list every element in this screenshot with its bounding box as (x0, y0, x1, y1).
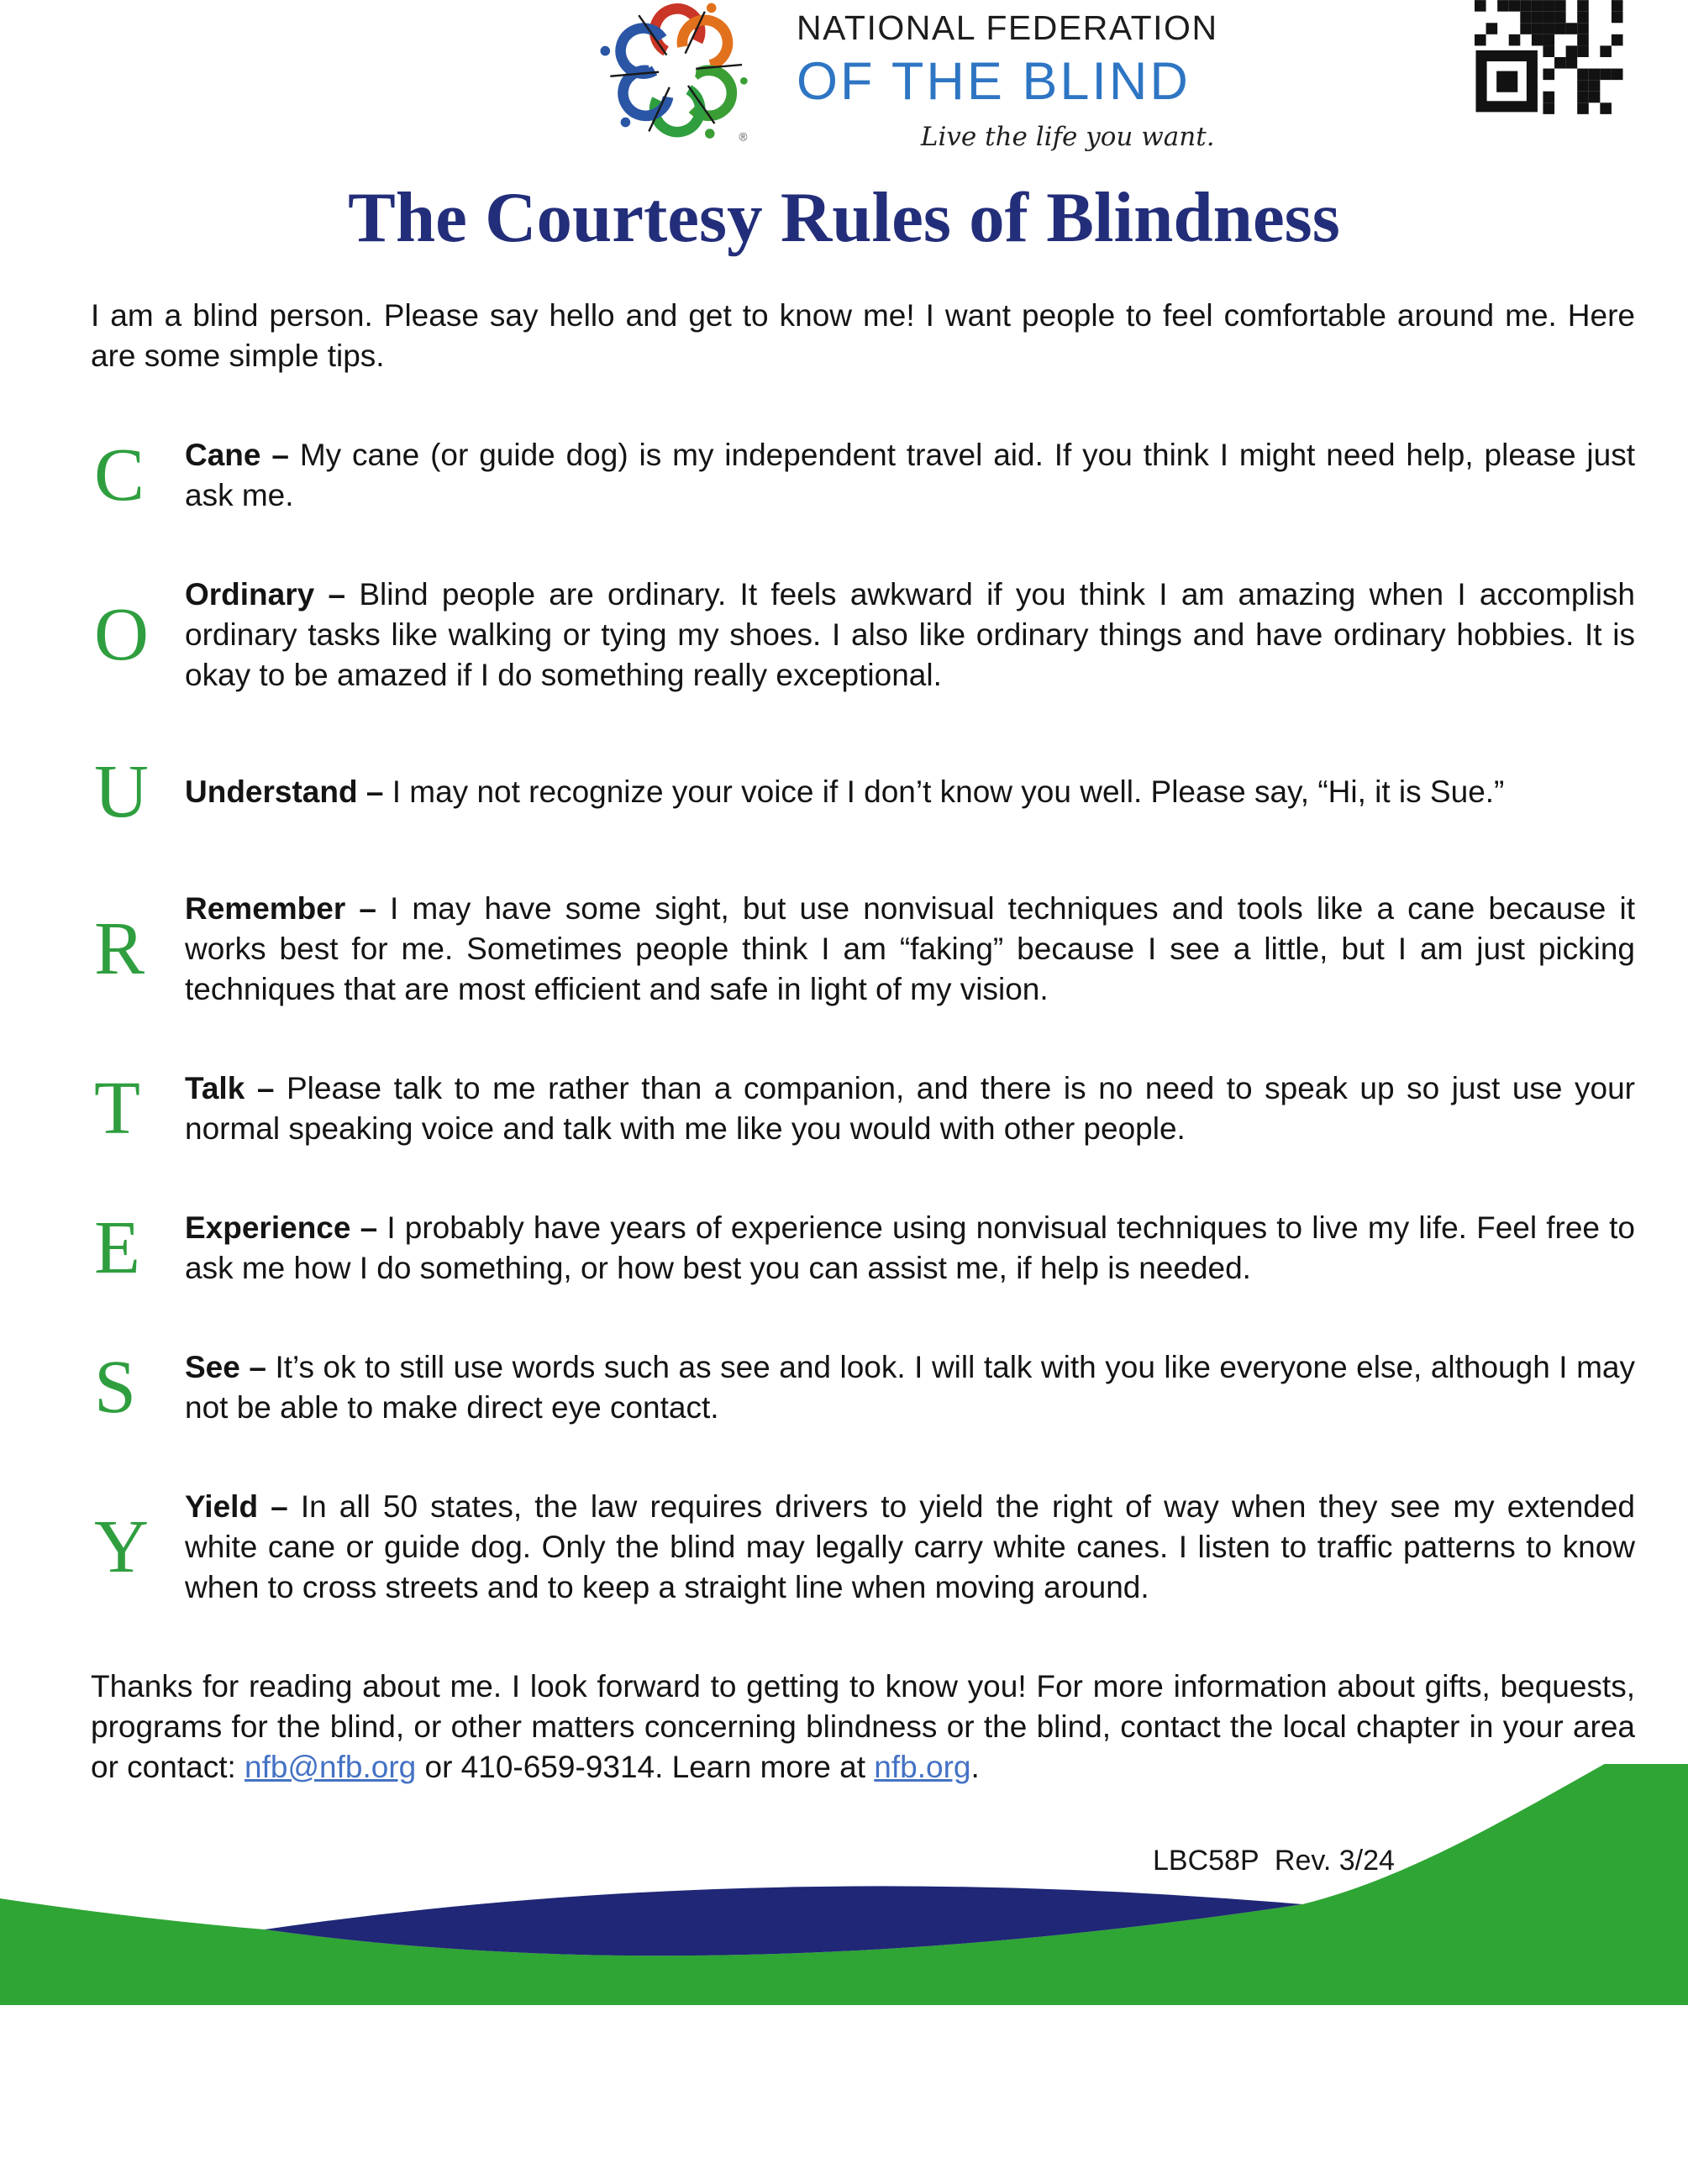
document-code: LBC58P Rev. 3/24 (1153, 1845, 1395, 1877)
drop-letter-o: O (94, 593, 149, 676)
rule-row-remember (91, 889, 1635, 1010)
rule-text-remember (185, 889, 1635, 1010)
rule-row-see (91, 1347, 1635, 1428)
rule-row-cane (91, 435, 1635, 516)
qr-code (1475, 0, 1623, 115)
rule-word-see: See – (185, 1350, 266, 1384)
org-name-line1: NATIONAL FEDERATION (797, 8, 1218, 47)
rule-word-remember: Remember – (185, 891, 376, 926)
header (588, 0, 1218, 153)
drop-letter-s: S (94, 1346, 137, 1429)
rule-body-understand: I may not recognize your voice if I don’t know you well. Please say, “Hi, it is Sue.” (392, 774, 1505, 809)
rule-text-see (185, 1347, 1635, 1428)
rule-word-yield: Yield – (185, 1489, 288, 1524)
rule-body-yield: In all 50 states, the law requires drivers to yield the right of way when they see my extended white cane or guide dog. Only the blind may legally carry white canes. I listen to traffic patterns to know when to cross streets and to keep a straight line when moving around. (185, 1489, 1636, 1604)
rule-word-cane: Cane – (185, 438, 289, 472)
rule-body-talk: Please talk to me rather than a companion, and there is no need to speak up so just use your normal speaking voice and talk with me like you would with other people. (185, 1071, 1636, 1146)
rule-row-experience (91, 1208, 1635, 1289)
rule-text-experience (185, 1208, 1635, 1289)
rule-word-talk: Talk – (185, 1071, 275, 1105)
rule-row-ordinary (91, 575, 1635, 696)
email-link[interactable]: nfb@nfb.org (245, 1750, 417, 1784)
rule-text-yield (185, 1487, 1635, 1608)
closing-text-2: or 410-659-9314. Learn more at (416, 1750, 875, 1784)
footer-wave-graphic (0, 1764, 1688, 2184)
drop-letter-u: U (94, 750, 149, 833)
org-tagline: Live the life you want. (920, 122, 1215, 152)
rule-text-ordinary (185, 575, 1635, 696)
nfb-flower-logo (588, 0, 775, 153)
page-title: The Courtesy Rules of Blindness (348, 178, 1340, 257)
org-name-line2: OF THE BLIND (797, 52, 1191, 111)
website-link[interactable]: nfb.org (874, 1750, 971, 1784)
rule-text-talk (185, 1068, 1635, 1149)
drop-letter-c: C (94, 433, 145, 517)
rule-body-see: It’s ok to still use words such as see and look. I will talk with you like everyone else, although I may not be able to make direct eye contact. (185, 1350, 1635, 1425)
brand-text (797, 0, 1218, 152)
svg-text:®: ® (739, 130, 748, 144)
rule-body-cane: My cane (or guide dog) is my independent travel aid. If you think I might need help, please just ask me. (185, 438, 1636, 512)
intro-paragraph: I am a blind person. Please say hello and get to know me! I want people to feel comfortable around me. Here are some simple tips. (91, 298, 1635, 373)
body-content (91, 296, 1635, 1788)
closing-text-3: . (970, 1750, 980, 1784)
drop-letter-e: E (94, 1206, 140, 1289)
rule-row-yield (91, 1487, 1635, 1608)
rule-body-ordinary: Blind people are ordinary. It feels awkward if you think I am amazing when I accomplish ordinary tasks like walking or tying my shoes. I also like ordinary things and have ordinary hobbies. It is okay to be amazed if I do something really exceptional. (185, 577, 1635, 692)
drop-letter-t: T (94, 1067, 140, 1150)
drop-letter-y: Y (94, 1505, 149, 1588)
rule-word-ordinary: Ordinary – (185, 577, 346, 612)
rule-text-understand (185, 772, 1635, 812)
rule-word-understand: Understand – (185, 774, 384, 809)
rule-word-experience: Experience – (185, 1210, 378, 1245)
drop-letter-r: R (94, 907, 145, 990)
rule-body-remember: I may have some sight, but use nonvisual techniques and tools like a cane because it works best for me. Sometimes people think I am “faking” because I see a little, but I am just picking techniques that are most efficient and safe in light of my vision. (185, 891, 1635, 1006)
closing-text-1: Thanks for reading about me. I look forward to getting to know you! For more information about gifts, bequests, programs for the blind, or other matters concerning blindness or the blind, contact the local chapter in your area or contact: (91, 1669, 1635, 1784)
rule-row-understand (91, 750, 1635, 833)
rule-text-cane (185, 435, 1635, 516)
rule-body-experience: I probably have years of experience using nonvisual techniques to live my life. Feel free to ask me how I do something, or how best you can assist me, if help is needed. (185, 1210, 1636, 1285)
rule-row-talk (91, 1068, 1635, 1149)
